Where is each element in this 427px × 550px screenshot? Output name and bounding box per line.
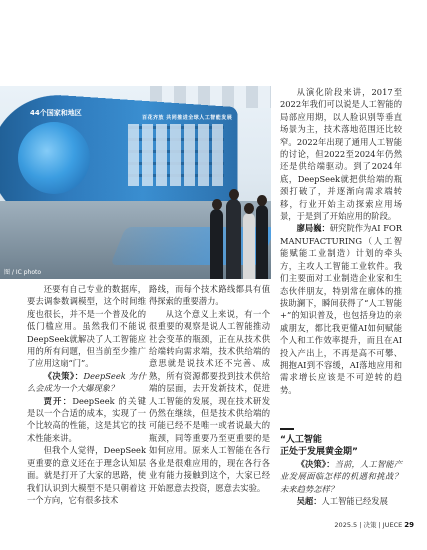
answer-text: 研究院作为AI FOR MANUFACTURING（人工智能赋能工业制造）计划的牵头方，主攻人工智能工业软件。我们主要面对工业制造企业家和生态伙伴朋友，特别常在廓体的推拔助澜下，瞬间获得了“人工智能+”的知识普及，也包括身边的亲戚朋友，都比我更懂AI如何赋能个人和工作效率提升，而且在AI投入产出上，不再是高不可攀、拥抱AI到不容缓，AI落地应用和需求增长应该是不可逆转的趋势。 xyxy=(280,223,402,395)
paragraph: 从这个意义上来说，有一个很重要的观察是说人工智能推动社会变革的瓶颈，正在从技术供给端转向需求端，技术供给端的意思就是说技术还不完善、成熟，所有资源都要投到技术供给端的层面，去开发新技术，促进人工智能的发展，现在技术研发仍然在继续，但是技术供给端的可能已经不是唯一或者说最大的瓶颈，同等重要乃至更重要的是如何应用。原来人工智能在各行各业是很难应用的，现在各行各业有能力接触到这个，大家已经开始愿意去投资，愿意去实验。 xyxy=(149,308,270,493)
text-column-2 xyxy=(149,283,270,494)
section-title-line-1: “人工智能 xyxy=(280,435,322,445)
answer-speaker: 廖局巍： xyxy=(296,223,330,234)
answer-text: DeepSeek 的关键是以一个合适的成本，实现了一个比较高的性能，这是其它的技术性能来讲。 xyxy=(27,395,146,443)
answer-speaker: 贾开： xyxy=(43,395,73,406)
answer xyxy=(27,395,146,445)
question xyxy=(27,370,146,395)
question-text: 当前，人工智能产业发展面临怎样的机遇和挑战？未来趋势怎样？ xyxy=(280,459,402,494)
page-number: 29 xyxy=(404,521,414,529)
answer-text: 人工智能已经发展 xyxy=(321,496,388,507)
paragraph: 路线，而每个技术路线都具有值得探索的重要潜力。 xyxy=(149,284,270,307)
question xyxy=(280,458,402,495)
paragraph: 从演化阶段来讲，2017至2022年我们可以说是人工智能的局部应用期，以人脸识别等垂直场景为主，技术落地范围还比较窄。2022年出现了通用人工智能的讨论，但2022至2024年仍然还是供给端驱动。到了2024年底，DeepSeek就把供给端的瓶颈打破了，并逐渐向需求端转移，行业开始主动探索应用场景，于是到了开始应用的阶段。 xyxy=(280,87,402,222)
paragraph: 但我个人觉得，DeepSeek更重要的意义还在于理念认知层面。就是打开了大家的思路，使我们认识到大模型不是只朝着这一个方向，它有很多技术 xyxy=(27,445,146,505)
exhibition-photo xyxy=(0,86,271,279)
text-column-3-continued xyxy=(280,458,402,508)
visitor xyxy=(210,209,223,279)
visitor xyxy=(226,199,241,279)
text-column-1 xyxy=(27,283,146,506)
question-text: DeepSeek 为什么会成为一个大爆现象？ xyxy=(27,370,147,394)
text-column-3 xyxy=(280,86,402,396)
globe-graphic xyxy=(18,122,90,194)
photo-caption-panel: 百花齐放 共同推进全球人工智能发展 xyxy=(142,115,233,121)
issue-info: 2025.5 | 决策 | JUECE xyxy=(334,521,403,529)
visitor xyxy=(243,213,255,279)
answer-speaker: 吴超： xyxy=(296,496,322,507)
screen-tiles xyxy=(128,124,224,186)
photo-caption-top: 44个国家和地区 xyxy=(30,109,82,117)
page-footer xyxy=(334,520,414,529)
section-title-line-2: 正处于发展黄金期” xyxy=(280,447,358,457)
question-speaker: 《决策》： xyxy=(296,459,335,469)
question-speaker: 《决策》： xyxy=(43,370,84,381)
heading-rule xyxy=(280,428,294,430)
visitors xyxy=(208,184,268,279)
photo-credit: 图 / IC photo xyxy=(4,269,42,276)
answer xyxy=(280,222,402,396)
visitor xyxy=(256,205,268,279)
section-heading xyxy=(280,428,402,458)
paragraph: 还要有自己专业的数据库，要去调参数调模型，这个时间维度也很长，并不是一个普及化的低门槛应用。虽然我们不能说DeepSeek就解决了人工智能应用的所有问题，但当前至少推广了应用这扇“门”。 xyxy=(27,284,146,369)
answer xyxy=(280,495,402,507)
